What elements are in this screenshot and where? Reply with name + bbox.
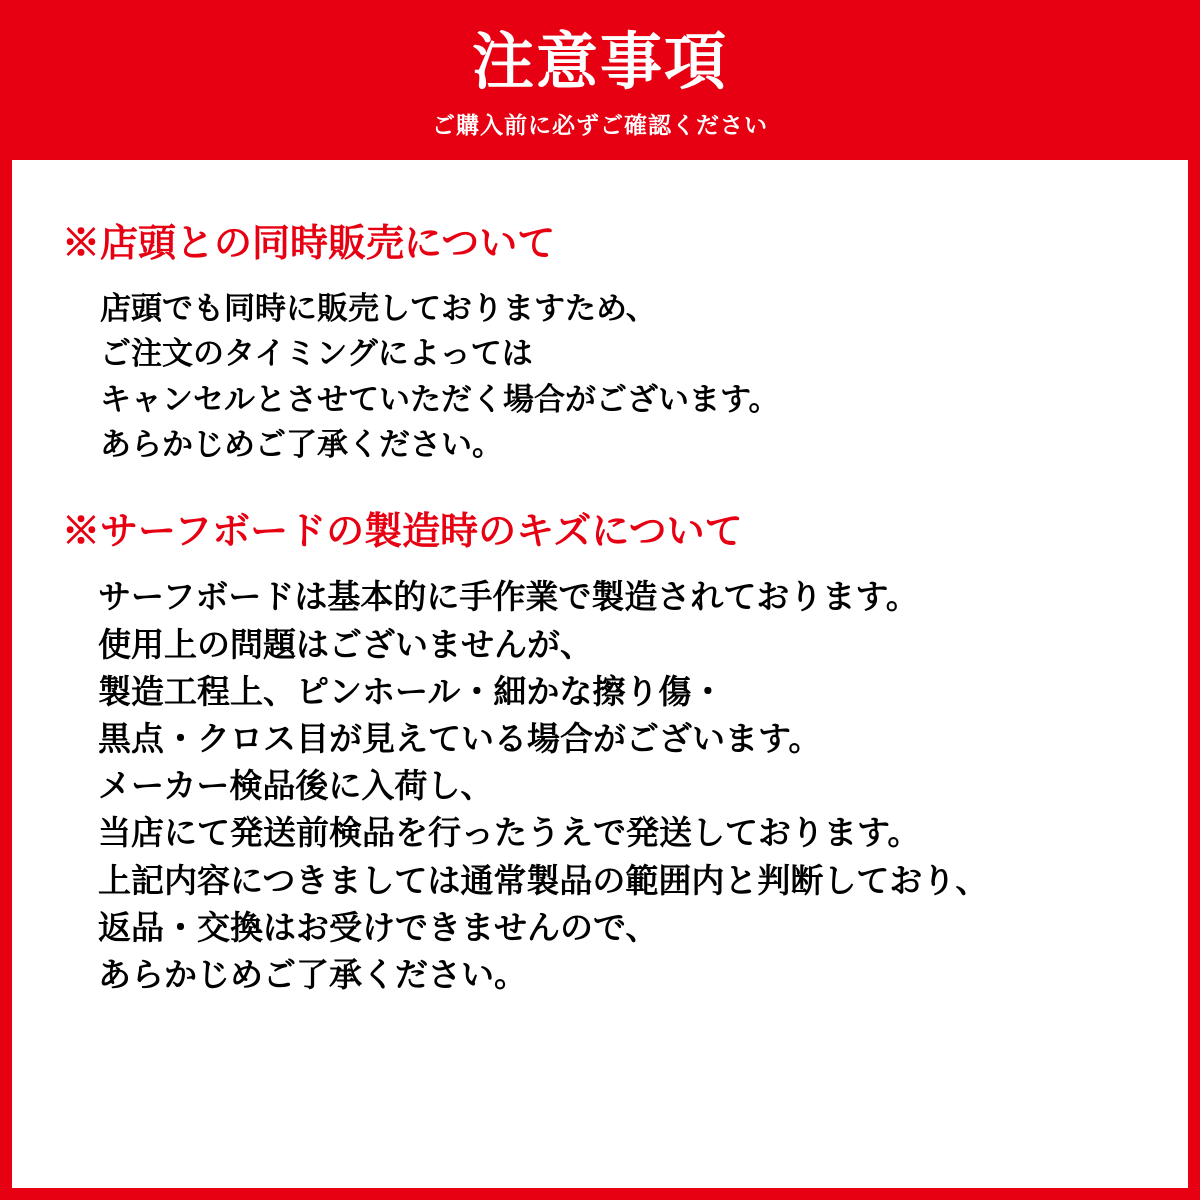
section-heading: ※店頭との同時販売について bbox=[62, 222, 556, 265]
page-title: 注意事項 bbox=[471, 28, 728, 97]
body-line: キャンセルとさせていただく場合がございます。 bbox=[100, 381, 780, 417]
page-header bbox=[12, 12, 1188, 160]
body-line: メーカー検品後に入荷し、 bbox=[98, 767, 494, 805]
section-heading: ※サーフボードの製造時のキズについて bbox=[62, 510, 743, 553]
section-body bbox=[62, 573, 1138, 998]
body-line: サーフボードは基本的に手作業で製造されております。 bbox=[98, 578, 919, 616]
body-line: 上記内容につきましては通常製品の範囲内と判断しており、 bbox=[98, 861, 989, 899]
page-subtitle: ご購入前に必ずご確認ください bbox=[432, 111, 768, 138]
body-line: あらかじめご了承ください。 bbox=[98, 955, 527, 993]
body-line: あらかじめご了承ください。 bbox=[100, 427, 503, 463]
body-line: 返品・交換はお受けできませんので、 bbox=[98, 908, 659, 946]
notice-section-simultaneous-sales bbox=[62, 222, 1138, 468]
body-line: 黒点・クロス目が見えている場合がございます。 bbox=[98, 719, 822, 757]
notice-section-surfboard-scratches bbox=[62, 510, 1138, 998]
body-line: ご注文のタイミングによっては bbox=[100, 336, 533, 372]
body-line: 使用上の問題はございませんが、 bbox=[98, 625, 593, 663]
section-body bbox=[62, 286, 1138, 468]
body-line: 店頭でも同時に販売しておりますため、 bbox=[100, 290, 657, 326]
notice-content bbox=[12, 160, 1188, 998]
body-line: 当店にて発送前検品を行ったうえで発送しております。 bbox=[98, 814, 921, 852]
body-line: 製造工程上、ピンホール・細かな擦り傷・ bbox=[98, 672, 725, 710]
